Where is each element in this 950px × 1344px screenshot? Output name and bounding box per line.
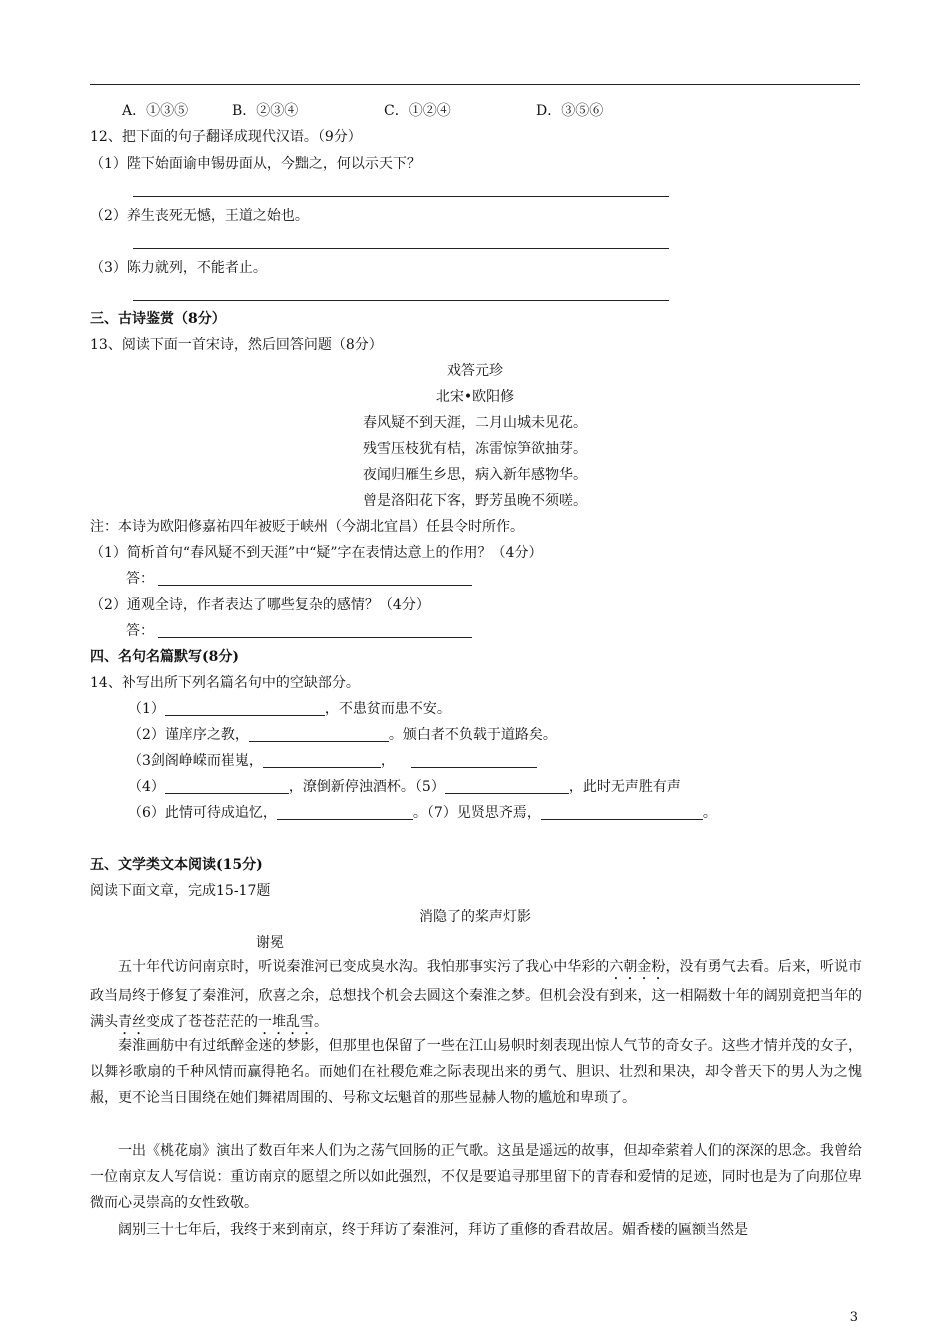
answer-line (158, 585, 472, 586)
row-text: （4） (128, 779, 165, 795)
q12-title: 12、把下面的句子翻译成现代汉语。（9分） (90, 129, 362, 145)
para-text: 。 (314, 1014, 328, 1030)
fill-blank (249, 727, 389, 742)
section5-intro: 阅读下面文章，完成15-17题 (90, 883, 271, 899)
answer-line (133, 248, 669, 249)
page-number: 3 (849, 1310, 858, 1325)
recitation-row-1 (128, 700, 451, 718)
fill-blank (411, 753, 537, 768)
paragraph-2: 秦淮画舫中有过纸醉金迷的梦影，但那里也保留了一些在江山易帜时刻表现出惊人气节的奇女子。这些才情并茂的女子，以舞衫歌扇的千种风情而赢得艳名。而她们在社稷危难之际表现出来的勇气、胆识、壮烈和果决，却令普天下的男人为之愧赧，更不论当日围绕在她们舞裙周围的、号称文坛魁首的那些显赫人物的尴尬和卑琐了。 (90, 1038, 862, 1106)
fill-blank (541, 805, 703, 820)
article-author: 谢冕 (256, 935, 284, 951)
section5-heading: 五、文学类文本阅读(15分) (90, 857, 263, 873)
header-rule (90, 84, 860, 85)
answer-line (133, 300, 669, 301)
emphasis-text: 六朝金粉 (609, 959, 666, 975)
answer-label: 答： (126, 571, 154, 587)
q12-item-1: （1）陛下始面谕申锡毋面从，今黜之，何以示天下？ (90, 156, 421, 172)
q12-item-2: （2）养生丧死无憾，王道之始也。 (90, 208, 309, 224)
para-text: ，没有勇气去看。后来，听说市政当局终于修复了秦淮河，欣喜之余，总想找个机会去圆这个秦淮之梦。但机会没有到来，这一相隔数十年的阔别竟把当年的满头 (90, 959, 862, 1030)
section3-heading: 三、古诗鉴赏（8分） (90, 311, 226, 327)
row-text: （3剑阁峥嵘而崔嵬， (128, 753, 263, 769)
option-d: D．③⑤⑥ (536, 103, 604, 119)
poem-note: 注：本诗为欧阳修嘉祐四年被贬于峡州（今湖北宜昌）任县令时所作。 (90, 519, 524, 535)
row-text: （2）谨庠序之教， (128, 727, 249, 743)
recitation-row-2 (128, 726, 557, 744)
poem-line: 曾是洛阳花下客，野芳虽晚不须嗟。 (363, 493, 587, 509)
recitation-row-5 (128, 804, 717, 822)
fill-blank (445, 779, 569, 794)
emphasis-text: 青丝 (118, 1014, 146, 1030)
row-text: ，潦倒新停浊酒杯。（5） (288, 779, 445, 795)
row-text: （6）此情可待成追忆， (128, 805, 277, 821)
recitation-row-4 (128, 778, 681, 796)
option-c: C．①②④ (384, 103, 451, 119)
paragraph-1 (90, 954, 862, 1038)
poem-author: 北宋•欧阳修 (435, 389, 515, 405)
row-text: ，此时无声胜有声 (568, 779, 681, 795)
q13-sub-2: （2）通观全诗，作者表达了哪些复杂的感情？（4分） (90, 597, 430, 613)
answer-line (158, 637, 472, 638)
q12-item-3: （3）陈力就列，不能者止。 (90, 260, 267, 276)
poem-line: 夜闻归雁生乡思，病入新年感物华。 (363, 467, 587, 483)
paragraph-3: 一出《桃花扇》演出了数百年来人们为之荡气回肠的正气歌。这虽是遥远的故事，但却牵萦着人们的深深的思念。我曾给一位南京友人写信说：重访南京的愿望之所以如此强烈，不仅是要追寻那里留下的青春和爱情的足迹，同时也是为了向那位卑微而心灵崇高的女性致敬。 (90, 1143, 862, 1211)
answer-label: 答： (126, 623, 154, 639)
q13-sub-1: （1）简析首句“春风疑不到天涯”中“疑”字在表情达意上的作用？（4分） (90, 545, 543, 561)
poem-title: 戏答元珍 (447, 363, 503, 379)
fill-blank (263, 753, 381, 768)
q13-title: 13、阅读下面一首宋诗，然后回答问题（8分） (90, 337, 383, 353)
fill-blank (277, 805, 413, 820)
article-title: 消隐了的桨声灯影 (419, 909, 531, 925)
row-text: 。（7）见贤思齐焉， (412, 805, 541, 821)
emphasis-text: 一堆乱雪 (258, 1014, 314, 1030)
q14-title: 14、补写出所下列名篇名句中的空缺部分。 (90, 675, 360, 691)
fill-blank (165, 779, 289, 794)
para-text: 变成了苍苍茫茫的 (146, 1014, 258, 1030)
answer-line (133, 196, 669, 197)
row-text: ，不患贫而患不安。 (324, 701, 451, 717)
poem-line: 春风疑不到天涯，二月山城未见花。 (363, 415, 587, 431)
paragraph-4: 阔别三十七年后，我终于来到南京，终于拜访了秦淮河，拜访了重修的香君故居。媚香楼的匾额当然是 (118, 1222, 748, 1238)
row-text: （1） (128, 701, 165, 717)
poem-line: 残雪压枝犹有桔，冻雷惊笋欲抽芽。 (363, 441, 587, 457)
option-b: B．②③④ (232, 103, 299, 119)
option-a: A．①③⑤ (122, 103, 189, 119)
recitation-row-3 (128, 752, 537, 770)
para-text: 五十年代访问南京时，听说秦淮河已变成臭水沟。我怕那事实污了我心中华彩的 (118, 959, 610, 975)
section4-heading: 四、名句名篇默写(8分) (90, 649, 239, 665)
row-text: 。颁白者不负载于道路矣。 (388, 727, 557, 743)
fill-blank (165, 701, 325, 716)
row-text: ， (380, 753, 395, 769)
row-text: 。 (702, 805, 717, 821)
